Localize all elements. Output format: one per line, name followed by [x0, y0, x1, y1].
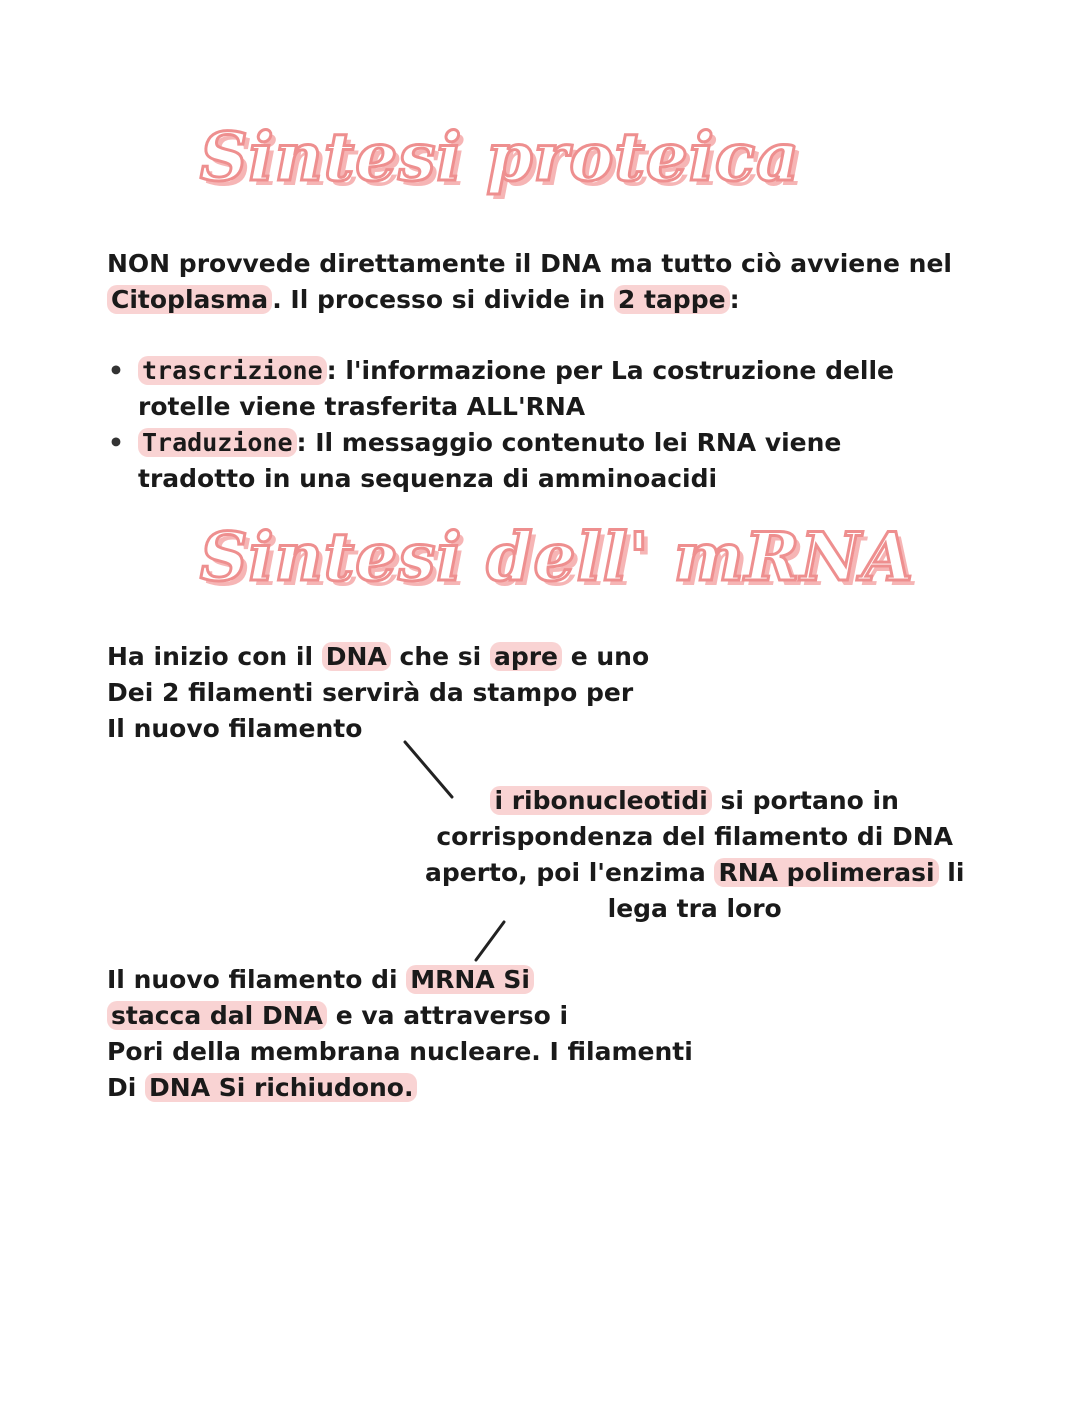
section-title-mrna: Sintesi dell' mRNA	[200, 518, 915, 596]
intro-line-2: Citoplasma . Il processo si divide in 2 tappe :	[107, 282, 952, 318]
end-paragraph: Il nuovo filamento di MRNA Si stacca dal DNA e va attraverso i Pori della membrana nucleare. I filamenti Di DNA Si richiudono.	[107, 965, 693, 1102]
highlight-dna: DNA	[322, 642, 391, 671]
highlight-trascrizione: trascrizione	[138, 356, 327, 385]
list-item: • trascrizione : l'informazione per La costruzione delle rotelle viene trasferita ALL'RNA	[108, 353, 894, 425]
list-item: • Traduzione : Il messaggio contenuto lei RNA viene tradotto in una sequenza di amminoacidi	[108, 425, 894, 497]
highlight-richiudono: DNA Si richiudono.	[145, 1073, 417, 1102]
highlight-citoplasma: Citoplasma	[107, 285, 272, 314]
start-paragraph: Ha inizio con il DNA che si apre e uno Dei 2 filamenti servirà da stampo per Il nuovo filamento	[107, 642, 650, 743]
highlight-2-tappe: 2 tappe	[614, 285, 730, 314]
highlight-rna-polimerasi: RNA polimerasi	[714, 858, 938, 887]
ribonucleotides-paragraph: i ribonucleotidi si portano in corrispondenza del filamento di DNA aperto, poi l'enzima RNA polimerasi li lega tra loro	[425, 786, 965, 923]
page-title: Sintesi proteica	[200, 118, 800, 196]
highlight-apre: apre	[490, 642, 562, 671]
connector-line-2	[476, 922, 504, 960]
highlight-ribonucleotidi: i ribonucleotidi	[490, 786, 711, 815]
highlight-traduzione: Traduzione	[138, 428, 297, 457]
highlight-mrna: MRNA Si	[406, 965, 534, 994]
intro-line-1: NON provvede direttamente il DNA ma tutto ciò avviene nel	[107, 249, 952, 278]
highlight-stacca: stacca dal DNA	[107, 1001, 327, 1030]
